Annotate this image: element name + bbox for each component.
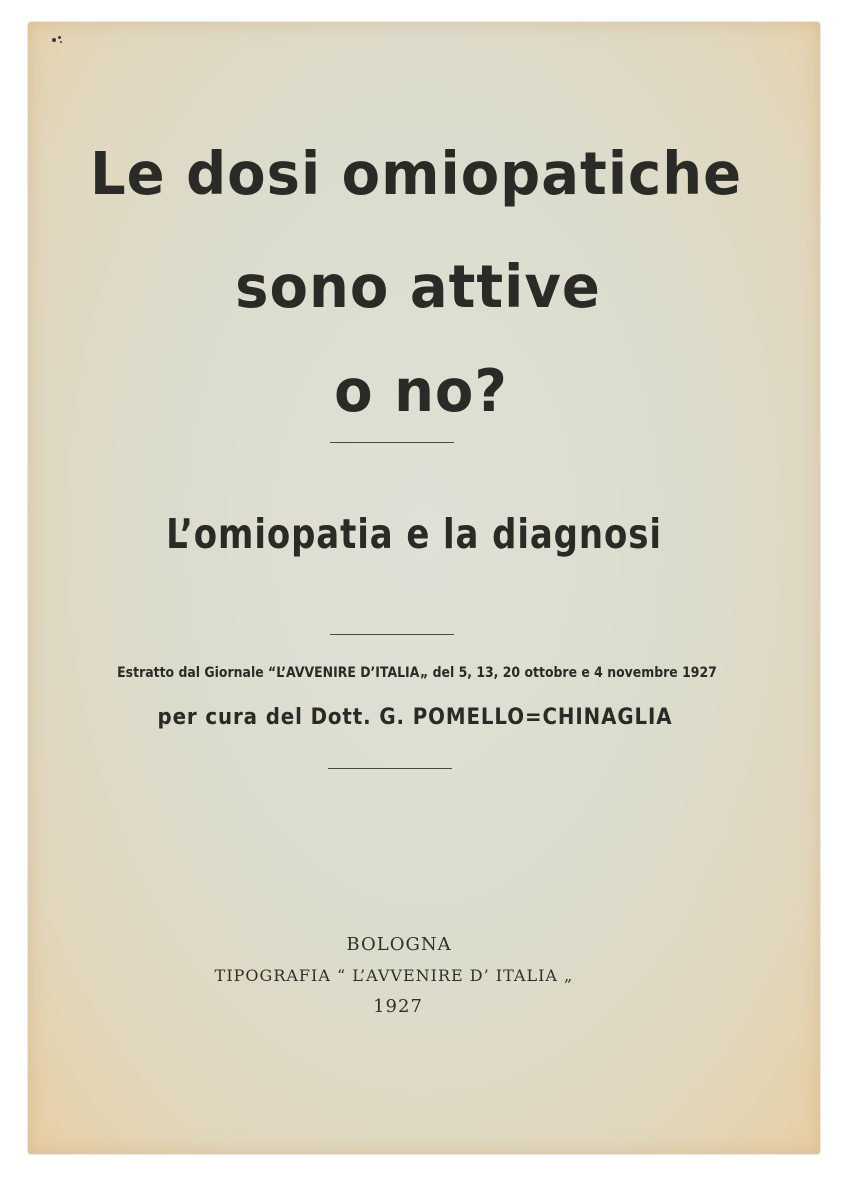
document-page <box>28 22 820 1154</box>
extract-note: Estratto dal Giornale “L’AVVENIRE D’ITALIA„ del 5, 13, 20 ottobre e 4 novembre 1927 <box>117 665 717 681</box>
subtitle: L’omiopatia e la diagnosi <box>166 510 662 558</box>
author-credit: per cura del Dott. G. POMELLO=CHINAGLIA <box>157 705 673 730</box>
divider-rule <box>328 768 452 769</box>
divider-rule <box>330 442 454 443</box>
divider-rule <box>330 634 454 635</box>
ink-speck <box>52 38 56 42</box>
title-line-3: o no? <box>334 357 508 426</box>
title-line-1: Le dosi omiopatiche <box>89 140 743 209</box>
imprint-year: 1927 <box>373 996 423 1017</box>
ink-speck <box>60 41 62 43</box>
title-line-2: sono attive <box>235 253 601 322</box>
imprint-city: BOLOGNA <box>346 934 452 955</box>
imprint-printer: TIPOGRAFIA “ L’AVVENIRE D’ ITALIA „ <box>214 966 574 985</box>
ink-speck <box>58 36 61 39</box>
